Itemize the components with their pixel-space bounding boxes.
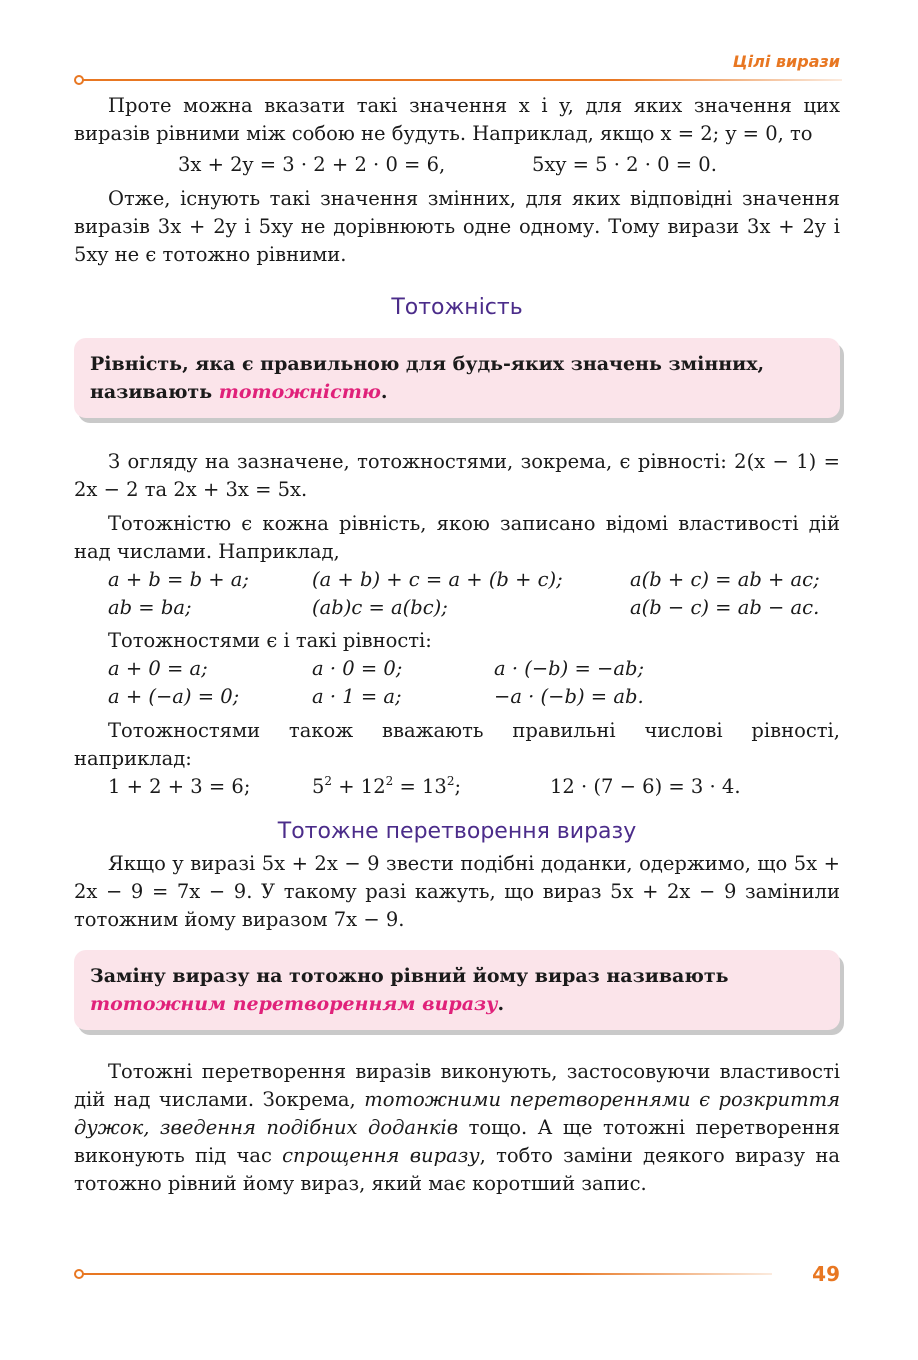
identities-row-2 (108, 594, 840, 622)
equation-1a: 3x + 2y = 3 · 2 + 2 · 0 = 6, (178, 153, 446, 176)
definition-box-transformation (74, 950, 840, 1030)
header-rule (82, 79, 842, 81)
definition-end: . (380, 381, 388, 403)
identity-cell: a(b + c) = ab + ac; (630, 568, 820, 591)
paragraph-7: Якщо у виразі 5x + 2x − 9 звести подібні доданки, одержимо, що 5x + 2x − 9 = 7x − 9. У такому разі кажуть, що вираз 5x + 2x − 9 замінили тотожним йому виразом 7x − 9. (74, 852, 840, 931)
identity-cell: a + (−a) = 0; (108, 685, 240, 708)
identity-cell: a(b − c) = ab − ac. (630, 596, 820, 619)
exponent: 2 (385, 774, 394, 788)
numeric-eq-2 (312, 773, 550, 801)
text-run: тощо. А ще тотожні перетворення виконують під час (74, 1116, 840, 1167)
identity-cell: (ab)c = a(bc); (312, 596, 448, 619)
paragraph-5: Тотожностями є і такі рівності: (108, 629, 432, 652)
identities-block-2 (74, 655, 840, 711)
numeric-eq-1: 1 + 2 + 3 = 6; (108, 775, 251, 798)
exponent: 2 (446, 774, 455, 788)
identity-cell: a · (−b) = −ab; (494, 657, 645, 680)
identities-row-1 (108, 566, 840, 594)
identity-cell: a · 1 = a; (312, 685, 402, 708)
page-number: 49 (812, 1262, 840, 1286)
identity-cell: ab = ba; (108, 596, 192, 619)
numeric-part: 5 (312, 775, 325, 798)
definition-text: Рівність, яка є правильною для будь-яких значень змінних, називають (90, 353, 765, 403)
footer-rule (82, 1273, 772, 1275)
italic-run: тотожними перетвореннями є розкриття дужок, зведення подібних доданків (74, 1088, 840, 1139)
paragraph-3: З огляду на зазначене, тотожностями, зокрема, є рівності: 2(x − 1) = 2x − 2 та 2x + 3x = 5x. (74, 450, 840, 501)
exponent: 2 (324, 774, 333, 788)
numeric-part: + 12 (332, 775, 386, 798)
definition-box-identity (74, 338, 840, 418)
paragraph-6: Тотожностями також вважають правильні числові рівності, наприклад: (74, 719, 840, 770)
numeric-equalities (74, 773, 840, 801)
definition-end: . (497, 993, 505, 1015)
heading-identity: Тотожність (391, 295, 523, 320)
identity-cell: a + b = b + a; (108, 568, 249, 591)
paragraph-2: Отже, існують такі значення змінних, для яких відповідні значення виразів 3x + 2y і 5xy не дорівнюють одне одному. Тому вирази 3x + 2y і 5xy не є тотожно рівними. (74, 187, 840, 266)
identity-cell: (a + b) + c = a + (b + c); (312, 568, 563, 591)
equation-line-1 (74, 151, 840, 179)
identity-cell: a + 0 = a; (108, 657, 208, 680)
paragraph-8 (74, 1058, 840, 1198)
equation-1b: 5xy = 5 · 2 · 0 = 0. (532, 153, 717, 176)
identity-cell: a · 0 = 0; (312, 657, 403, 680)
numeric-part: = 13 (393, 775, 447, 798)
paragraph-1: Проте можна вказати такі значення x і y, для яких значення цих виразів рівними між собою не будуть. Наприклад, якщо x = 2; y = 0, то (74, 94, 840, 145)
identities-block-1 (74, 566, 840, 622)
definition-term: тотожним перетворенням виразу (90, 993, 498, 1015)
definition-term: тотожністю (218, 381, 381, 403)
text-run: Тотожні перетворення виразів виконують, застосовуючи властивості дій над числами. Зокрема, (74, 1060, 840, 1111)
identities-row-4 (108, 683, 840, 711)
heading-transformation: Тотожне перетворення виразу (277, 819, 637, 844)
section-title: Цілі вирази (732, 52, 840, 71)
text-run: , тобто заміни деякого виразу на тотожно рівний йому вираз, який має коротший запис. (74, 1144, 840, 1195)
numeric-part: ; (454, 775, 462, 798)
numeric-eq-3: 12 · (7 − 6) = 3 · 4. (550, 775, 741, 798)
identities-row-3 (108, 655, 840, 683)
identity-cell: −a · (−b) = ab. (494, 685, 644, 708)
page-content (74, 92, 840, 1198)
definition-text: Заміну виразу на тотожно рівний йому вираз називають (90, 965, 729, 987)
italic-run: спрощення виразу (282, 1144, 480, 1167)
paragraph-4: Тотожністю є кожна рівність, якою записано відомі властивості дій над числами. Наприклад, (74, 512, 840, 563)
